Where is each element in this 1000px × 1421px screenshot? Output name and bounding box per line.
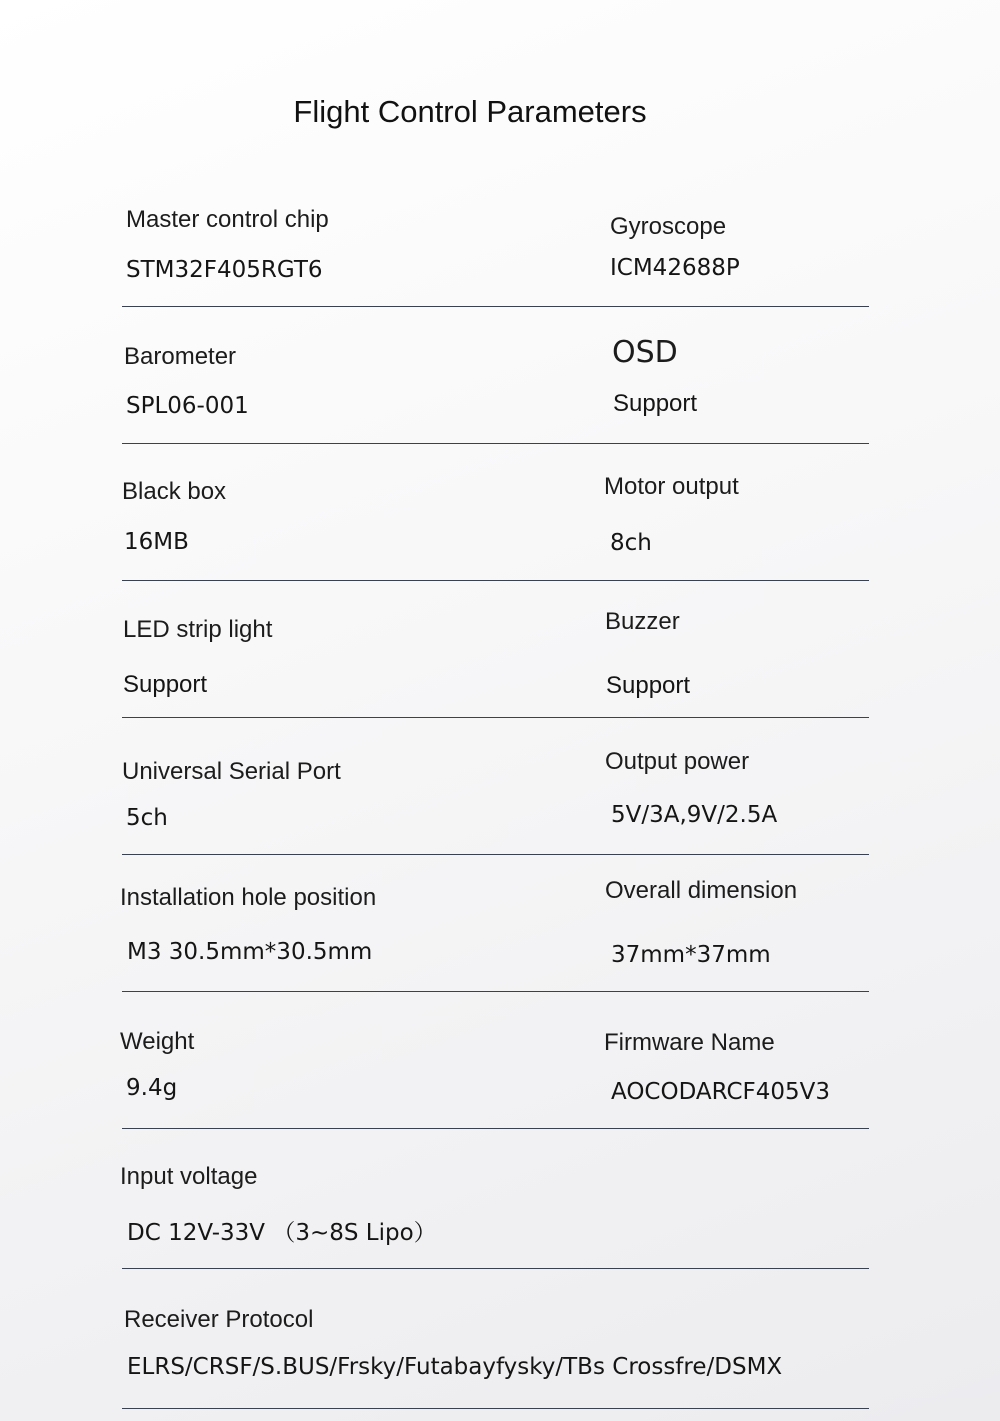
param-cell <box>120 1129 586 1268</box>
param-value: ELRS/CRSF/S.BUS/Frsky/Futabayfysky/TBs Crossfre/DSMX <box>127 1354 783 1380</box>
param-cell <box>124 1269 783 1408</box>
param-label: Output power <box>605 748 750 775</box>
param-label: Buzzer <box>605 608 680 635</box>
param-value: DC 12V-33V （3~8S Lipo） <box>127 1220 437 1246</box>
param-value: Support <box>613 390 698 417</box>
param-cell <box>126 170 586 306</box>
table-row <box>122 1269 869 1409</box>
param-value: 5ch <box>126 805 168 831</box>
param-label: Installation hole position <box>120 884 377 911</box>
param-cell <box>122 718 586 854</box>
param-value: M3 30.5mm*30.5mm <box>127 939 373 965</box>
param-label: Overall dimension <box>605 877 798 904</box>
param-value: STM32F405RGT6 <box>126 257 323 283</box>
param-label: LED strip light <box>123 616 273 643</box>
param-value: ICM42688P <box>610 255 740 281</box>
param-cell <box>610 170 870 306</box>
parameter-table <box>122 170 869 1409</box>
param-value: 9.4g <box>126 1075 178 1101</box>
param-value: 37mm*37mm <box>611 942 771 968</box>
table-row <box>122 1129 869 1269</box>
param-cell <box>610 307 870 443</box>
table-row <box>122 170 869 307</box>
table-row <box>122 855 869 992</box>
param-label: Input voltage <box>120 1163 258 1190</box>
param-label: Universal Serial Port <box>122 758 341 785</box>
table-row <box>122 444 869 581</box>
param-cell <box>605 855 870 991</box>
table-row <box>122 307 869 444</box>
param-value: 5V/3A,9V/2.5A <box>611 802 778 828</box>
param-cell <box>120 992 586 1128</box>
param-value: Support <box>606 672 691 699</box>
param-label: Firmware Name <box>604 1029 775 1056</box>
param-label: Barometer <box>124 343 237 370</box>
param-cell <box>604 444 870 580</box>
param-value: Support <box>123 671 208 698</box>
param-cell <box>605 718 870 854</box>
page-title: Flight Control Parameters <box>293 94 647 129</box>
param-cell <box>123 581 586 717</box>
param-cell <box>120 855 586 991</box>
param-label: Weight <box>120 1028 195 1055</box>
param-value: 16MB <box>124 529 189 555</box>
param-cell <box>605 581 870 717</box>
param-value: AOCODARCF405V3 <box>611 1079 831 1105</box>
param-cell <box>604 992 870 1128</box>
param-value: SPL06-001 <box>126 393 249 419</box>
param-cell <box>122 444 586 580</box>
param-label: Master control chip <box>126 206 329 233</box>
param-label: Receiver Protocol <box>124 1306 314 1333</box>
table-row <box>122 992 869 1129</box>
param-label: Gyroscope <box>610 213 727 240</box>
param-value: 8ch <box>610 530 652 556</box>
param-label: OSD <box>612 335 678 370</box>
param-cell <box>126 307 586 443</box>
table-row <box>122 718 869 855</box>
param-label: Black box <box>122 478 227 505</box>
table-row <box>122 581 869 718</box>
param-label: Motor output <box>604 473 739 500</box>
